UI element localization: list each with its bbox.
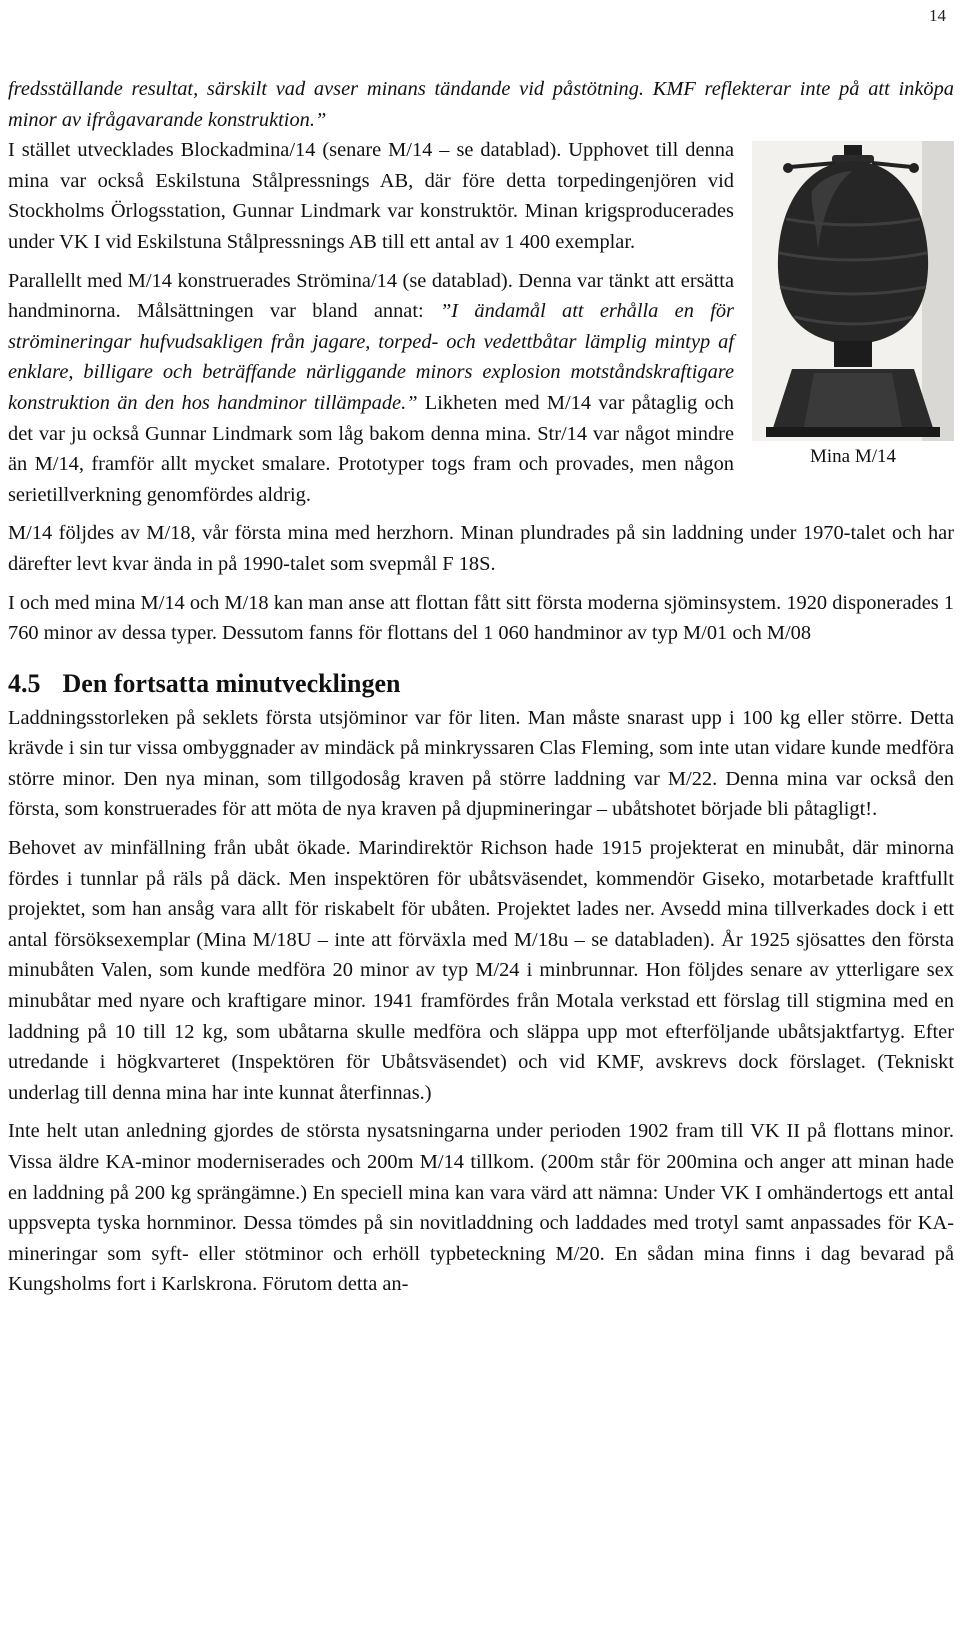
quote-continuation: fredsställande resultat, särskilt vad avser minans tändande vid påstötning. KMF reflekterar inte på att inköpa minor av ifrågavarande konstruktion.” xyxy=(8,78,954,131)
page-number: 14 xyxy=(929,6,946,25)
section-heading xyxy=(8,667,954,701)
paragraph-1: I stället utvecklades Blockadmina/14 (senare M/14 – se datablad). Upphovet till denna mina var också Eskilstuna Stålpressnings AB, där före detta torpedingenjören vid Stockholms Örlogsstation, Gunnar Lindmark var konstruktör. Minan krigsproducerades under VK I vid Eskilstuna Stålpressnings AB till ett antal av 1 400 exemplar. xyxy=(8,139,734,253)
paragraph-3: M/14 följdes av M/18, vår första mina med herzhorn. Minan plundrades på sin laddning under 1970-talet och har därefter levt kvar ända in på 1990-talet som svepmål F 18S. xyxy=(8,522,954,575)
section-number: 4.5 xyxy=(8,668,41,698)
quote-strommina: ”I ändamål att erhålla en för strömineringar hufvudsakligen från jagare, torped- och vedettbåtar lämplig mintyp af enklare, billigare och beträffande närliggande minors explosion motståndskraftigare konstruktion än den hos handminor tillämpade.” xyxy=(8,300,734,414)
paragraph-6: Behovet av minfällning från ubåt ökade. Marindirektör Richson hade 1915 projekterat en minubåt, där minorna fördes i tunnlar på räls på däck. Men inspektören för ubåtsväsendet, kommendör Giseko, motarbetade kraftfullt projektet, som han ansåg vara allt för riskabelt för ubåten. Projektet lades ner. Avsedd mina tillverkades dock i ett antal försöksexemplar (Mina M/18U – inte att förväxla med M/18u – se databladen). År 1925 sjösattes den första minubåten Valen, som kunde medföra 20 minor av typ M/24 i minbrunnar. Hon följdes senare av ytterligare sex minubåtar med nyare och kraftigare minor. 1941 framfördes från Motala verkstad ett förslag till stigmina med en laddning på 10 till 12 kg, som ubåtarna skulle medföra och släppa upp mot efterföljande ubåtsjaktfartyg. Efter utredande i högkvarteret (Inspektören för Ubåtsväsendet) och vid KMF, avskrevs dock förslaget. (Tekniskt underlag till denna mina har inte kunnat återfinnas.) xyxy=(8,837,954,1104)
section-title: Den fortsatta minutvecklingen xyxy=(62,668,401,698)
paragraph-4: I och med mina M/14 och M/18 kan man anse att flottan fått sitt första moderna sjöminsystem. 1920 disponerades 1 760 minor av dessa typer. Dessutom fanns för flottans del 1 060 handminor av typ M/01 och M/08 xyxy=(8,591,954,645)
paragraph-2: Parallellt med M/14 konstruerades Strömina/14 (se datablad). Denna var tänkt att ersätta handminorna. Målsättningen var bland annat: ”I ändamål att erhålla en för strömineringar hufvudsakligen från jagare, torped- och vedettbåtar lämplig mintyp af enklare, billigare och beträffande närliggande minors explosion motståndskraftigare konstruktion än den hos handminor tillämpade.” Likheten med M/14 var påtaglig och det var ju också Gunnar Lindmark som låg bakom denna mina. Str/14 var något mindre än M/14, framför allt mycket smalare. Prototyper togs fram och provades, men någon serietillverkning genomfördes aldrig. xyxy=(8,269,734,506)
paragraph-5: Laddningsstorleken på seklets första utsjöminor var för liten. Man måste snarast upp i 100 kg eller större. Detta krävde i sin tur vissa ombyggnader av mindäck på minkryssaren Clas Fleming, som inte utan vidare kunde medföra större minor. Den nya minan, som tillgodosåg kraven på större laddning var M/22. Denna mina var också den första, som konstruerades för att möta de nya kraven på djupmineringar – ubåtshotet började bli påtagligt!. xyxy=(8,706,954,821)
paragraph-7: Inte helt utan anledning gjordes de största nysatsningarna under perioden 1902 fram till VK II på flottans minor. Vissa äldre KA-minor moderniserades och 200m M/14 tillkom. (200m står för 200mina och anger att minan hade en laddning på 200 kg sprängämne.) En speciell mina kan vara värd att nämna: Under VK I omhändertogs ett antal uppsvepta tyska hornminor. Dessa tömdes på sin novitladdning och laddades med trotyl samt anpassades för KA-mineringar som syft- eller stötminor och erhöll typbeteckning M/20. En sådan mina finns i dag bevarad på Kungsholms fort i Karlskrona. Förutom detta an- xyxy=(8,1120,954,1296)
sea-mine-photo xyxy=(752,141,954,441)
figure-mina-m14 xyxy=(752,141,954,469)
page-body xyxy=(8,74,954,1308)
figure-caption: Mina M/14 xyxy=(809,446,897,468)
